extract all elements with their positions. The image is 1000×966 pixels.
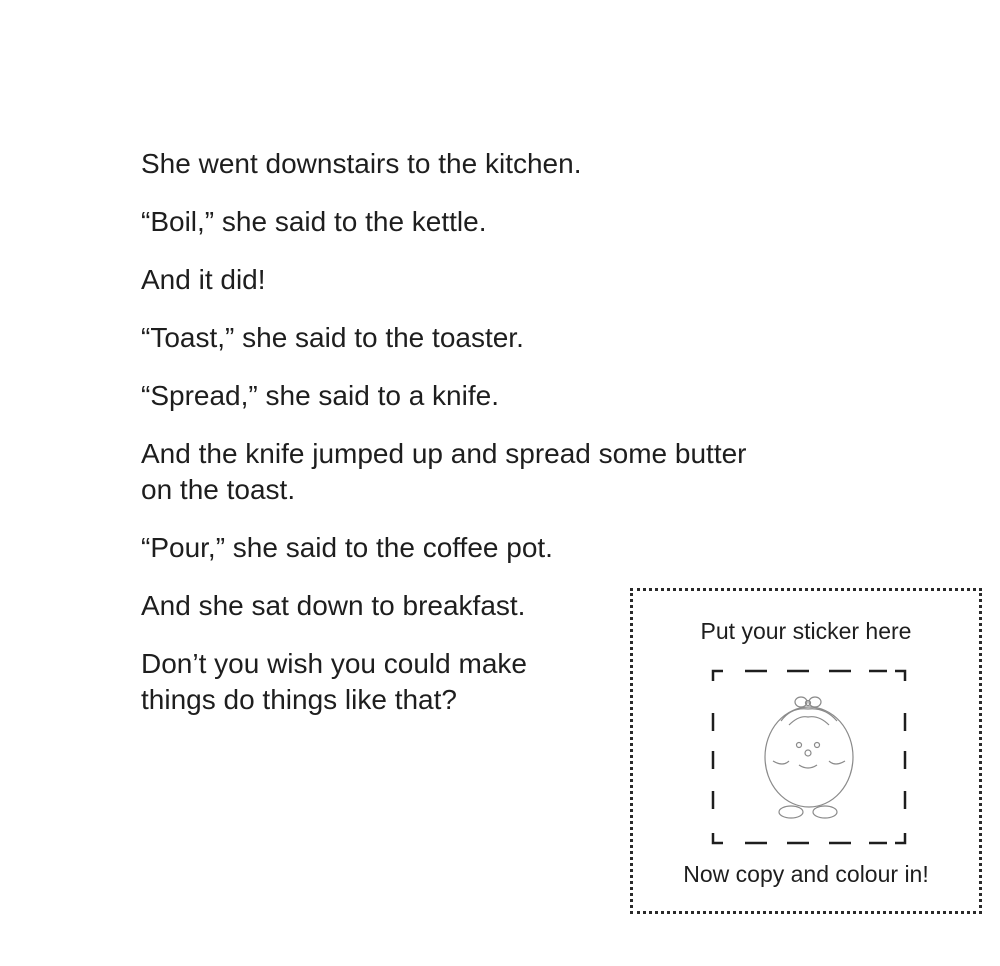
story-line: And it did! (141, 264, 266, 295)
story-line: “Boil,” she said to the kettle. (141, 206, 487, 237)
story-line: “Pour,” she said to the coffee pot. (141, 532, 553, 563)
dashed-cut-lines (713, 671, 905, 843)
story-line: “Toast,” she said to the toaster. (141, 322, 524, 353)
sticker-placeholder-frame (711, 669, 907, 845)
character-sketch-icon (765, 697, 853, 818)
story-line: And the knife jumped up and spread some butter on the toast. (141, 438, 747, 505)
story-line: She went downstairs to the kitchen. (141, 148, 582, 179)
sticker-prompt: Put your sticker here (700, 618, 912, 644)
sticker-box[interactable] (630, 588, 982, 914)
story-line: “Spread,” she said to a knife. (141, 380, 499, 411)
story-line: And she sat down to breakfast. (141, 590, 526, 621)
sticker-caption: Now copy and colour in! (683, 861, 929, 887)
story-line: Don’t you wish you could make things do things like that? (141, 648, 527, 715)
